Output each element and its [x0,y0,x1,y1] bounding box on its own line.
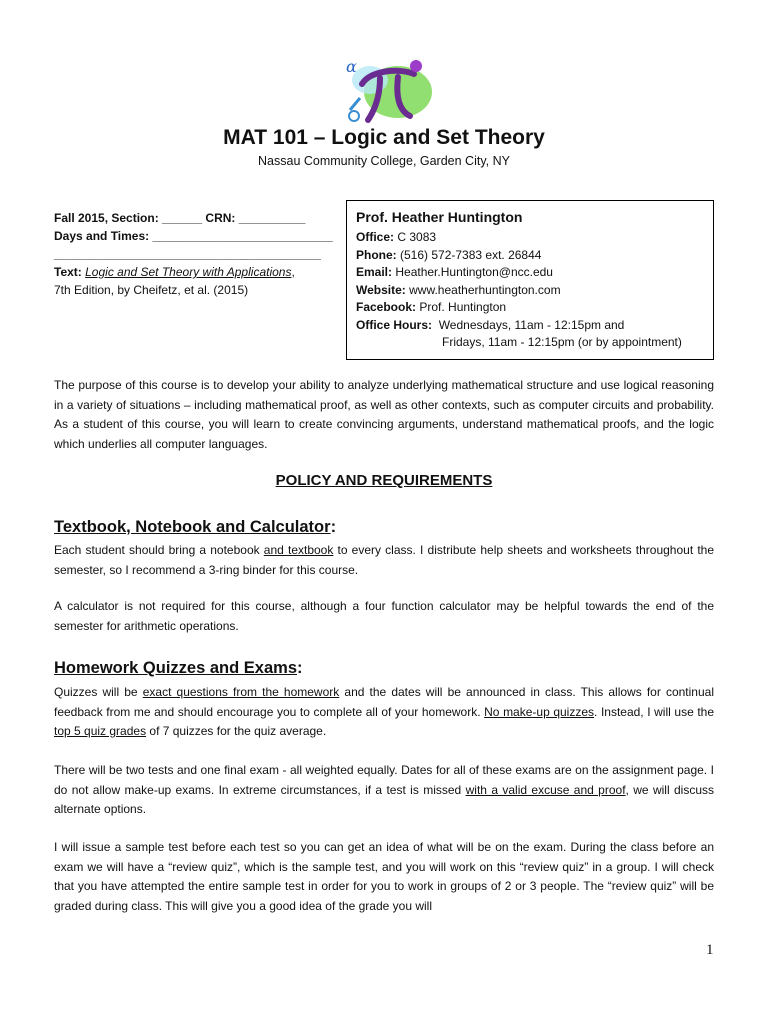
email-row [356,264,704,282]
text-label: Text: [54,265,82,279]
homework-p1-d: of 7 quizzes for the quiz average. [146,724,327,738]
homework-p1-a: Quizzes will be [54,685,143,699]
textbook-paragraph-1 [54,541,714,580]
professor-name: Prof. Heather Huntington [356,209,523,225]
phone-value: (516) 572-7383 ext. 26844 [400,247,542,262]
email-label: Email: [356,265,393,279]
course-purpose: The purpose of this course is to develop your ability to analyze underlying mathematical structure and use logical reasoning in a variety of situations – including mathematical proof, as well as other contexts, such as computer circuits and probability. As a student of this course, you will learn to create convincing arguments, understand mathematical proofs, and the logic which underlies all computer languages. [54,378,714,451]
textbook-paragraph-2: A calculator is not required for this course, although a four function calculator may be helpful towards the end of the semester for arithmetic operations. [54,599,714,633]
policy-heading: POLICY AND REQUIREMENTS [275,472,493,489]
website-link[interactable]: www.heatherhuntington.com [409,282,561,297]
course-title: MAT 101 – Logic and Set Theory [223,126,545,149]
textbook-heading-text: Textbook, Notebook and Calculator [54,518,331,536]
svg-text:α: α [346,57,357,76]
term-line: Fall 2015, Section: ______ CRN: __________ [54,211,306,225]
textbook-p1-underline: and textbook [263,543,334,557]
office-label: Office: [356,230,395,244]
professor-contact-box [346,200,714,360]
office-hours-label: Office Hours: [356,317,433,332]
homework-paragraph-2 [54,761,714,820]
homework-p1-underline-3: top 5 quiz grades [54,724,147,738]
textbook-edition: 7th Edition, by Cheifetz, et al. (2015) [54,283,249,297]
homework-heading [54,659,303,678]
email-link[interactable]: Heather.Huntington@ncc.edu [395,265,553,279]
textbook-heading-colon: : [330,518,337,536]
textbook-comma: , [291,265,295,279]
homework-p1-b: and the dates will be announced in class. This allows for continual feedback from me and should encourage you to complete all of your homework. [54,685,714,719]
facebook-row [356,299,704,317]
textbook-line [54,263,339,281]
textbook-p1-a: Each student should bring a notebook [54,543,264,557]
homework-p2-underline: with a valid excuse and proof [465,782,626,797]
textbook-heading [54,518,336,537]
office-row [356,229,704,247]
website-label: Website: [356,282,406,297]
textbook-p1-b: to every class. I distribute help sheets and worksheets throughout the semester, so I recommend a 3-ring binder for this course. [54,543,714,577]
textbook-title: Logic and Set Theory with Applications [85,265,292,279]
homework-p1-c: . Instead, I will use the [594,704,715,719]
homework-p2-a: There will be two tests and one final exam - all weighted equally. Dates for all of these exams are on the assignment page. I do not allow make-up exams. In extreme circumstances, if a test is missed [54,763,714,797]
homework-heading-colon: : [297,659,303,677]
homework-p1-underline-1: exact questions from the homework [142,685,340,699]
office-hours-1: Wednesdays, 11am - 12:15pm and [438,317,625,332]
homework-paragraph-1 [54,683,714,742]
course-info [54,209,339,299]
office-value: C 3083 [397,230,437,244]
days-times-line: Days and Times: ___________________________ [54,229,333,243]
facebook-value: Prof. Huntington [419,300,507,314]
college-location: Nassau Community College, Garden City, NY [258,154,510,168]
homework-p1-underline-2: No make-up quizzes [484,704,595,719]
office-hours-row [356,317,704,335]
pi-logo-icon [340,50,436,128]
page-number: 1 [706,942,714,958]
homework-heading-text: Homework Quizzes and Exams [54,659,297,677]
facebook-label: Facebook: [356,300,417,314]
phone-label: Phone: [356,247,397,262]
website-row [356,282,704,300]
homework-paragraph-3: I will issue a sample test before each test so you can get an idea of what will be on the exam. During the class before an exam we will have a “review quiz”, which is the sample test, and you will work on this “review quiz” in a group. I will check that you have attempted the entire sample test in order for you to work in groups of 2 or 3 people. The “review quiz” will be graded during class. This will give you a good idea of the grade you will [54,840,714,913]
homework-p2-b: , we will discuss alternate options. [54,782,715,816]
phone-row [356,247,704,265]
office-hours-2: Fridays, 11am - 12:15pm (or by appointment) [442,335,682,349]
blank-line: ________________________________________ [54,247,321,261]
